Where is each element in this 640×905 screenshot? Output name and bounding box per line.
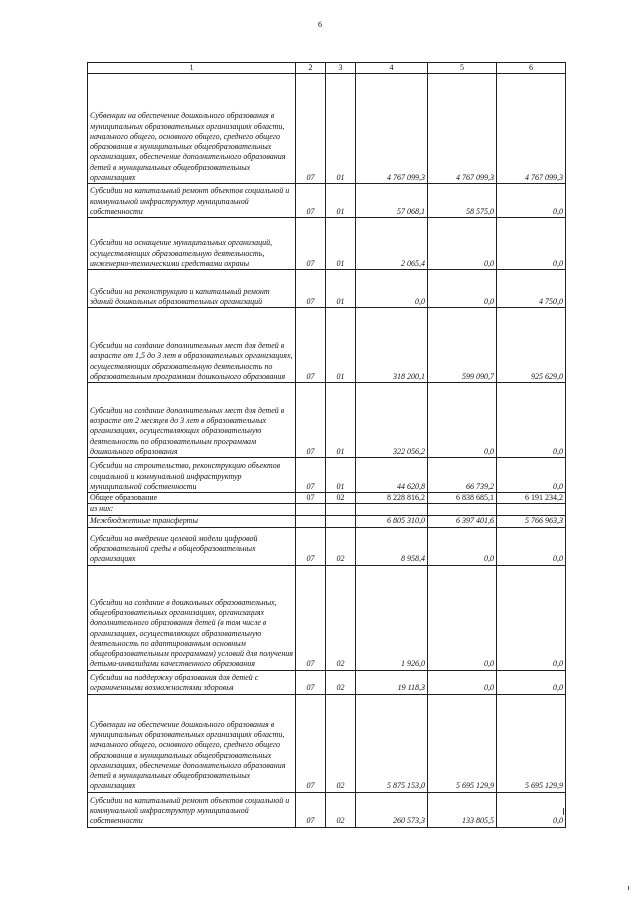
amount-cell-col4: 260 573,3 bbox=[356, 792, 428, 827]
amount-cell-col5: 4 767 099,3 bbox=[428, 74, 497, 184]
subsection-code-cell: 01 bbox=[326, 218, 356, 270]
section-code-cell: 07 bbox=[296, 184, 326, 218]
amount-cell-col5 bbox=[428, 504, 497, 515]
amount-cell-col5: 5 695 129,9 bbox=[428, 694, 497, 792]
subsection-code-cell: 01 bbox=[326, 270, 356, 308]
table-row bbox=[88, 218, 566, 270]
subsection-code-cell: 02 bbox=[326, 670, 356, 694]
amount-cell-col4: 57 068,1 bbox=[356, 184, 428, 218]
amount-cell-col6: 0,0 bbox=[497, 670, 566, 694]
amount-cell-col6: 0,0 bbox=[497, 184, 566, 218]
section-code-cell: 07 bbox=[296, 792, 326, 827]
subsection-code-cell bbox=[326, 504, 356, 515]
amount-cell-col4: 19 118,3 bbox=[356, 670, 428, 694]
amount-cell-col6: 5 695 129,9 bbox=[497, 694, 566, 792]
margin-tick bbox=[628, 886, 629, 890]
subsection-code-cell: 01 bbox=[326, 383, 356, 458]
amount-cell-col5: 0,0 bbox=[428, 383, 497, 458]
amount-cell-col5: 0,0 bbox=[428, 270, 497, 308]
subsection-code-cell: 01 bbox=[326, 74, 356, 184]
amount-cell-col6: 0,0 bbox=[497, 383, 566, 458]
amount-cell-col6: 0,0 bbox=[497, 527, 566, 565]
table-row bbox=[88, 458, 566, 493]
table-row bbox=[88, 184, 566, 218]
row-name-cell: Субсидии на создание дополнительных мест для детей в возрасте от 2 месяцев до 3 лет в образовательных организациях, осуществляющих образовательную деятельность по образовательным программам дошкольного образования bbox=[88, 383, 296, 458]
amount-cell-col5: 0,0 bbox=[428, 218, 497, 270]
section-code-cell bbox=[296, 515, 326, 527]
amount-cell-col4: 4 767 099,3 bbox=[356, 74, 428, 184]
header-row bbox=[88, 63, 566, 74]
amount-cell-col6: 4 767 099,3 bbox=[497, 74, 566, 184]
section-code-cell: 07 bbox=[296, 670, 326, 694]
table-row bbox=[88, 493, 566, 504]
header-cell: 5 bbox=[428, 63, 497, 74]
table-body bbox=[88, 74, 566, 828]
budget-table bbox=[87, 62, 566, 828]
amount-cell-col4: 8 958,4 bbox=[356, 527, 428, 565]
section-code-cell: 07 bbox=[296, 74, 326, 184]
amount-cell-col4: 8 228 816,2 bbox=[356, 493, 428, 504]
section-code-cell: 07 bbox=[296, 493, 326, 504]
header-cell: 1 bbox=[88, 63, 296, 74]
section-code-cell: 07 bbox=[296, 383, 326, 458]
table-row bbox=[88, 565, 566, 670]
amount-cell-col4: 5 875 153,0 bbox=[356, 694, 428, 792]
row-name-cell: Субсидии на создание дополнительных мест для детей в возрасте от 1,5 до 3 лет в образовательных организациях, осуществляющих образовательную деятельность по образовательным программам дошкольного образования bbox=[88, 308, 296, 383]
table-row bbox=[88, 670, 566, 694]
amount-cell-col4: 44 620,8 bbox=[356, 458, 428, 493]
table-row bbox=[88, 504, 566, 515]
amount-cell-col5: 0,0 bbox=[428, 565, 497, 670]
row-name-cell: Субвенции на обеспечение дошкольного образования в муниципальных образовательных организациях области, начального общего, основного общего, среднего общего образования в муниципальных общеобразовательных организациях, обеспечение дополнительного образования детей в муниципальных общеобразовательных организациях bbox=[88, 74, 296, 184]
amount-cell-col6: 0,0 bbox=[497, 565, 566, 670]
amount-cell-col6: 0,0 bbox=[497, 792, 566, 827]
row-name-cell: Субсидии на внедрение целевой модели цифровой образовательной среды в общеобразовательных организациях bbox=[88, 527, 296, 565]
table-row bbox=[88, 694, 566, 792]
amount-cell-col5: 599 090,7 bbox=[428, 308, 497, 383]
amount-cell-col4 bbox=[356, 504, 428, 515]
section-code-cell bbox=[296, 504, 326, 515]
subsection-code-cell: 02 bbox=[326, 694, 356, 792]
amount-cell-col6: 4 750,0 bbox=[497, 270, 566, 308]
section-code-cell: 07 bbox=[296, 694, 326, 792]
section-code-cell: 07 bbox=[296, 527, 326, 565]
subsection-code-cell: 02 bbox=[326, 792, 356, 827]
header-cell: 3 bbox=[326, 63, 356, 74]
amount-cell-col6: 0,0 bbox=[497, 458, 566, 493]
section-code-cell: 07 bbox=[296, 218, 326, 270]
amount-cell-col4: 2 065,4 bbox=[356, 218, 428, 270]
amount-cell-col4: 6 805 310,0 bbox=[356, 515, 428, 527]
subsection-code-cell bbox=[326, 515, 356, 527]
table-row bbox=[88, 270, 566, 308]
amount-cell-col5: 0,0 bbox=[428, 670, 497, 694]
amount-cell-col4: 318 200,1 bbox=[356, 308, 428, 383]
table-row bbox=[88, 515, 566, 527]
subsection-code-cell: 01 bbox=[326, 308, 356, 383]
header-cell: 2 bbox=[296, 63, 326, 74]
table-row bbox=[88, 74, 566, 184]
table-row bbox=[88, 308, 566, 383]
section-code-cell: 07 bbox=[296, 270, 326, 308]
amount-cell-col4: 1 926,0 bbox=[356, 565, 428, 670]
amount-cell-col5: 6 838 685,1 bbox=[428, 493, 497, 504]
amount-cell-col5: 0,0 bbox=[428, 527, 497, 565]
row-name-cell: Общее образование bbox=[88, 493, 296, 504]
row-name-cell: Субсидии на поддержку образования для детей с ограниченными возможностями здоровья bbox=[88, 670, 296, 694]
row-name-cell: Субсидии на капитальный ремонт объектов социальной и коммунальной инфраструктур муниципальной собственности bbox=[88, 184, 296, 218]
subsection-code-cell: 02 bbox=[326, 527, 356, 565]
row-name-cell: Субвенции на обеспечение дошкольного образования в муниципальных образовательных организациях области, начального общего, основного общего, среднего общего образования в муниципальных общеобразовательных организациях, обеспечение дополнительного образования детей в муниципальных общеобразовательных организациях bbox=[88, 694, 296, 792]
amount-cell-col5: 66 739,2 bbox=[428, 458, 497, 493]
margin-tick bbox=[563, 808, 564, 815]
amount-cell-col6: 0,0 bbox=[497, 218, 566, 270]
row-name-cell: Субсидии на реконструкцию и капитальный ремонт зданий дошкольных образовательных организаций bbox=[88, 270, 296, 308]
row-name-cell: Субсидии на оснащение муниципальных организаций, осуществляющих образовательную деятельность, инженерно-техническими средствами охраны bbox=[88, 218, 296, 270]
amount-cell-col5: 6 397 401,6 bbox=[428, 515, 497, 527]
amount-cell-col6: 5 766 963,3 bbox=[497, 515, 566, 527]
row-name-cell: Субсидии на капитальный ремонт объектов социальной и коммунальной инфраструктур муниципальной собственности bbox=[88, 792, 296, 827]
amount-cell-col5: 58 575,0 bbox=[428, 184, 497, 218]
subsection-code-cell: 02 bbox=[326, 565, 356, 670]
section-code-cell: 07 bbox=[296, 308, 326, 383]
subsection-code-cell: 02 bbox=[326, 493, 356, 504]
row-name-cell: Субсидии на строительство, реконструкцию объектов социальной и коммунальной инфраструктур муниципальной собственности bbox=[88, 458, 296, 493]
amount-cell-col6: 6 191 234,2 bbox=[497, 493, 566, 504]
row-name-cell: из них: bbox=[88, 504, 296, 515]
amount-cell-col6 bbox=[497, 504, 566, 515]
page-number: 6 bbox=[318, 20, 322, 29]
amount-cell-col5: 133 805,5 bbox=[428, 792, 497, 827]
table-row bbox=[88, 792, 566, 827]
amount-cell-col6: 925 629,0 bbox=[497, 308, 566, 383]
subsection-code-cell: 01 bbox=[326, 458, 356, 493]
header-cell: 4 bbox=[356, 63, 428, 74]
section-code-cell: 07 bbox=[296, 458, 326, 493]
amount-cell-col4: 0,0 bbox=[356, 270, 428, 308]
table-row bbox=[88, 527, 566, 565]
table-row bbox=[88, 383, 566, 458]
subsection-code-cell: 01 bbox=[326, 184, 356, 218]
section-code-cell: 07 bbox=[296, 565, 326, 670]
row-name-cell: Субсидии на создание в дошкольных образовательных, общеобразовательных организациях, организациях дополнительного образования детей (в том числе в организациях, осуществляющих образовательную деятельность по адаптированным основным общеобразовательным программам) условий для получения детьми-инвалидами качественного образования bbox=[88, 565, 296, 670]
row-name-cell: Межбюджетные трансферты bbox=[88, 515, 296, 527]
header-cell: 6 bbox=[497, 63, 566, 74]
amount-cell-col4: 322 056,2 bbox=[356, 383, 428, 458]
